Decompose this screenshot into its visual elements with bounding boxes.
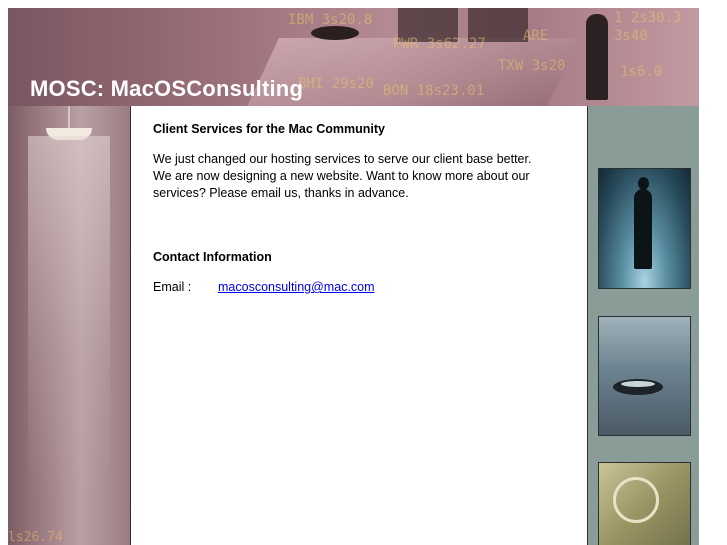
lamp-stem-graphic (68, 106, 70, 130)
site-title: MOSC: MacOSConsulting (30, 76, 304, 101)
banner-ticker: 3s40 (614, 28, 648, 44)
person-walking-image (598, 168, 691, 289)
email-link[interactable]: macosconsulting@mac.com (218, 280, 375, 294)
person-body-graphic (634, 189, 652, 269)
services-heading: Client Services for the Mac Community (153, 122, 386, 136)
eyeglasses-image (598, 462, 691, 545)
banner-ticker: TXW 3s20 (498, 58, 566, 74)
header-banner (8, 8, 699, 106)
contact-email-row (153, 280, 375, 294)
glasses-lens-graphic (613, 477, 659, 523)
banner-ticker: PWR 3s62.27 (393, 36, 486, 52)
email-label: Email : (153, 280, 192, 294)
page (8, 8, 699, 545)
banner-ticker: 1 2s30.3 (614, 10, 682, 26)
banner-ticker: BHI 29s20 (298, 76, 374, 92)
banner-speakerphone-graphic (311, 26, 359, 40)
services-text-line: services? Please email us, thanks in advance. (153, 186, 409, 200)
banner-ticker: ARE (523, 28, 549, 44)
services-text-line: We are now designing a new website. Want to know more about our (153, 169, 530, 183)
banner-ticker: IBM 3s20.8 (288, 12, 373, 28)
main-content (131, 106, 587, 545)
light-glow-graphic (28, 136, 110, 496)
contact-heading: Contact Information (153, 250, 272, 264)
left-ticker: ls26.74 (8, 530, 63, 545)
left-decorative-column (8, 106, 131, 545)
services-text-line: We just changed our hosting services to serve our client base better. (153, 152, 532, 166)
conference-phone-image (598, 316, 691, 436)
banner-ticker: 1s6.0 (620, 64, 663, 80)
banner-ticker: BON 18s23.01 (383, 83, 485, 99)
banner-person-graphic (586, 14, 608, 100)
phone-top-graphic (621, 381, 655, 387)
right-decorative-column (587, 106, 699, 545)
